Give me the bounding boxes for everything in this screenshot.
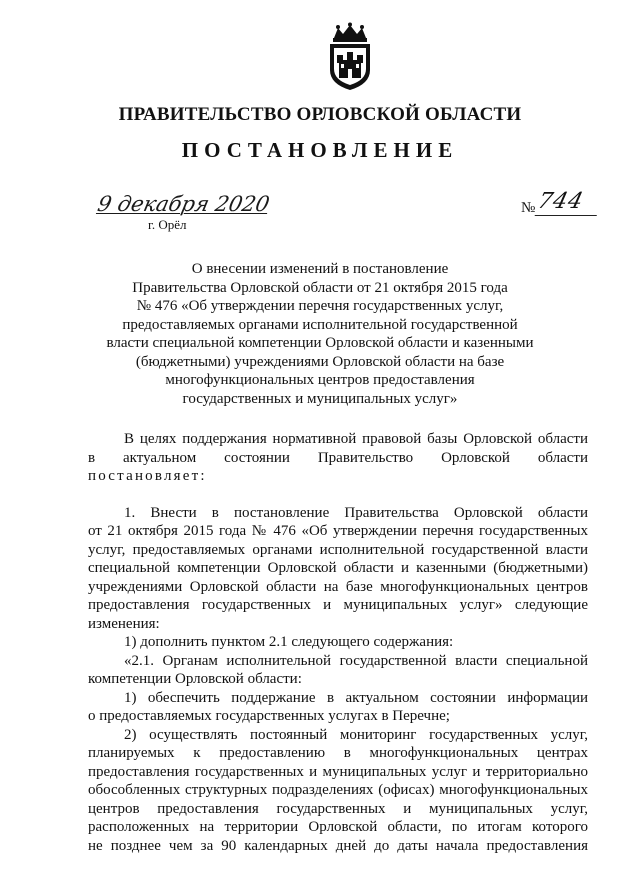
clause-2-1-2-line: не позднее чем за 90 календарных дней до даты начала предоставления	[88, 837, 588, 854]
orel-region-coat-of-arms-icon	[324, 22, 376, 92]
preamble-line: в актуальном состоянии Правительство Орловской области	[88, 449, 588, 466]
item-1-line: услуг, предоставляемых органами исполнительной государственной власти	[88, 541, 588, 558]
clause-2-1-2-line: центров предоставления государственных и муниципальных услуг,	[88, 800, 588, 817]
clause-2-1-2-line: планируемых к предоставлению в многофункциональных центрах	[88, 745, 588, 761]
subject-line: многофункциональных центров предоставления	[165, 372, 475, 388]
decree-body	[88, 430, 588, 855]
handwritten-number: 744	[535, 189, 604, 216]
clause-2-1-line: компетенции Орловской области:	[88, 671, 302, 687]
city-label: г. Орёл	[148, 217, 187, 232]
item-1-line: от 21 октября 2015 года № 476 «Об утверждении перечня государственных	[88, 523, 588, 539]
item-1-line: предоставления государственных и муниципальных услуг» следующие	[88, 597, 588, 613]
handwritten-date: 9 декабря 2020	[95, 192, 272, 216]
subitem-1-line: 1) дополнить пунктом 2.1 следующего содержания:	[124, 634, 454, 650]
subject-line: № 476 «Об утверждении перечня государственных услуг,	[136, 298, 504, 314]
decree-subject	[100, 260, 540, 408]
subject-line: государственных и муниципальных услуг»	[182, 390, 458, 407]
subject-line: предоставляемых органами исполнительной государственной	[122, 316, 518, 333]
preamble-line: В целях поддержания нормативной правовой базы Орловской области	[124, 431, 588, 447]
number-label: №	[521, 200, 536, 216]
item-1-line: учреждениями Орловской области на базе многофункциональных центров	[88, 578, 588, 595]
clause-2-1-2-line: обособленных структурных подразделениях (офисах) многофункциональных	[88, 782, 588, 798]
subject-line: власти специальной компетенции Орловской области и казенными	[106, 335, 534, 351]
item-1-line: 1. Внести в постановление Правительства Орловской области	[124, 504, 588, 521]
government-title: ПРАВИТЕЛЬСТВО ОРЛОВСКОЙ ОБЛАСТИ	[118, 104, 522, 125]
clause-2-1-2-line: расположенных на территории Орловской области, по итогам которого	[88, 819, 588, 835]
item-1-line: специальной компетенции Орловской области и казенными (бюджетными)	[88, 560, 588, 576]
item-1-line: изменения:	[88, 615, 160, 632]
subject-line: (бюджетными) учреждениями Орловской области на базе	[135, 353, 505, 370]
preamble-line: постановляет:	[88, 468, 207, 484]
clause-2-1-1-line: о предоставляемых государственных услугах в Перечне;	[88, 708, 450, 724]
clause-2-1-2-line: 2) осуществлять постоянный мониторинг государственных услуг,	[124, 726, 588, 743]
clause-2-1-2-line: предоставления государственных и муниципальных услуг и территориально	[88, 763, 588, 780]
document-type-title: ПОСТАНОВЛЕНИЕ	[181, 138, 459, 162]
subject-line: Правительства Орловской области от 21 октября 2015 года	[132, 279, 508, 296]
clause-2-1-line: «2.1. Органам исполнительной государственной власти специальной	[124, 652, 588, 669]
subject-line: О внесении изменений в постановление	[191, 261, 449, 277]
clause-2-1-1-line: 1) обеспечить поддержание в актуальном состоянии информации	[124, 689, 588, 706]
